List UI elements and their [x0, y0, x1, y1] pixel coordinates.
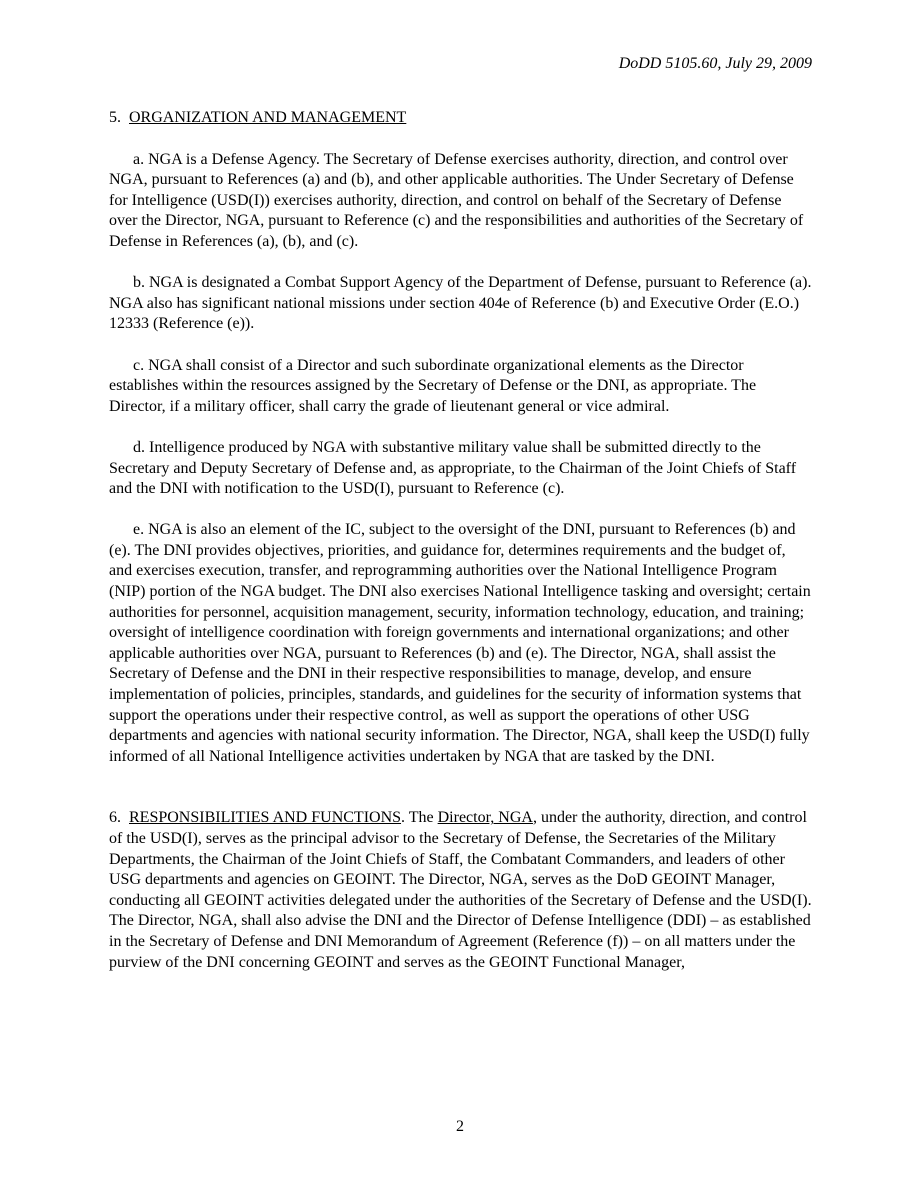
paragraph-5b: b. NGA is designated a Combat Support Agency of the Department of Defense, pursuant to Reference (a). NGA also has significant national missions under section 404e of Reference (b) and Executive Order (E.O.) 12333 (Reference (e)). — [109, 274, 812, 333]
section-6-body: , under the authority, direction, and control of the USD(I), serves as the principal advisor to the Secretary of Defense, the Secretaries of the Military Departments, the Chairman of the Joint Chiefs of Staff, the Combatant Commanders, and leaders of other USG departments and agencies on GEOINT. The Director, NGA, serves as the DoD GEOINT Manager, conducting all GEOINT activities delegated under the authorities of the Secretary of Defense and the USD(I). The Director, NGA, shall also advise the DNI and the Director of Defense Intelligence (DDI) – as established in the Secretary of Defense and DNI Memorandum of Agreement (Reference (f)) – on all matters under the purview of the DNI concerning GEOINT and serves as the GEOINT Functional Manager, — [109, 809, 812, 971]
section-6-paragraph — [109, 808, 812, 973]
section-5-title: ORGANIZATION AND MANAGEMENT — [129, 109, 407, 126]
section-6-number: 6. — [109, 809, 121, 827]
paragraph-5a: a. NGA is a Defense Agency. The Secretary of Defense exercises authority, direction, and control over NGA, pursuant to References (a) and (b), and other applicable authorities. The Under Secretary of Defense for Intelligence (USD(I)) exercises authority, direction, and control on behalf of the Secretary of Defense over the Director, NGA, pursuant to Reference (c) and the responsibilities and authorities of the Secretary of Defense in References (a), (b), and (c). — [109, 150, 804, 250]
page-number: 2 — [456, 1118, 464, 1135]
paragraph-5c: c. NGA shall consist of a Director and such subordinate organizational elements as the Director establishes within the resources assigned by the Secretary of Defense or the DNI, as appropriate. The Director, if a military officer, shall carry the grade of lieutenant general or vice admiral. — [109, 356, 757, 415]
section-6-title: RESPONSIBILITIES AND FUNCTIONS — [129, 809, 402, 827]
document-body — [109, 108, 812, 973]
paragraph-5d: d. Intelligence produced by NGA with substantive military value shall be submitted directly to the Secretary and Deputy Secretary of Defense and, as appropriate, to the Chairman of the Joint Chiefs of Staff and the DNI with notification to the USD(I), pursuant to Reference (c). — [109, 438, 797, 498]
paragraph-5e: e. NGA is also an element of the IC, subject to the oversight of the DNI, pursuant to References (b) and (e). The DNI provides objectives, priorities, and guidance for, determines requirements and the budget of, and exercises execution, transfer, and reprogramming authorities over the National Intelligence Program (NIP) portion of the NGA budget. The DNI also exercises National Intelligence tasking and oversight; certain authorities for personnel, acquisition management, security, information technology, education, and training; oversight of intelligence coordination with foreign governments and international organizations; and other applicable authorities over NGA, pursuant to References (b) and (e). The Director, NGA, shall assist the Secretary of Defense and the DNI in their respective responsibilities to manage, develop, and ensure implementation of policies, principles, standards, and guidelines for the security of information systems that support the operations under their respective control, as well as support the operations of other USG departments and agencies with national security information. The Director, NGA, shall keep the USD(I) fully informed of all National Intelligence activities undertaken by NGA that are tasked by the DNI. — [109, 521, 811, 765]
section-5-number: 5. — [109, 109, 121, 126]
director-nga-term: Director, NGA — [437, 809, 533, 827]
running-header: DoDD 5105.60, July 29, 2009 — [618, 55, 812, 72]
section-6-connector: . The — [401, 809, 438, 827]
section-5-heading — [109, 108, 812, 129]
